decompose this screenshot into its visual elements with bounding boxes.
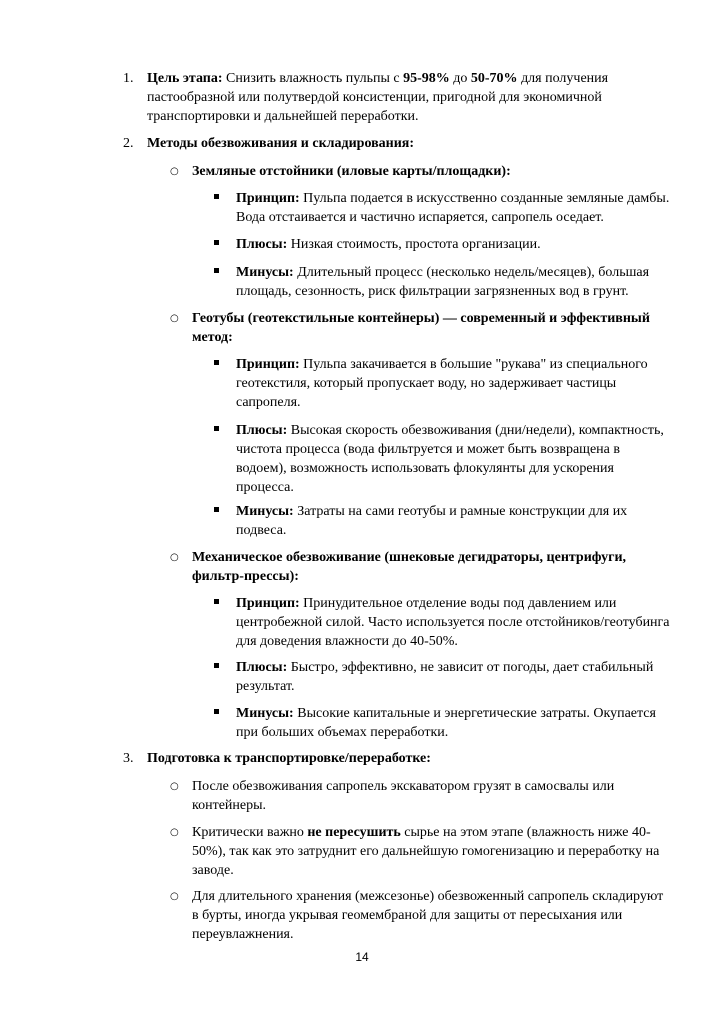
transport-point [170, 887, 670, 944]
square-bullet-icon [214, 194, 219, 199]
list-number: 1. [123, 71, 134, 86]
section-heading: Подготовка к транспортировке/переработке: [147, 751, 431, 766]
circle-bullet-icon: ○ [170, 166, 179, 177]
detail-text: Затраты на сами геотубы и рамные конструкции для их подвеса. [236, 504, 628, 538]
point-text: сырье на этом этапе (влажность ниже 40-50%), так как это затруднит его дальнейшую гомогенизацию и переработку на заводе. [192, 825, 660, 878]
circle-bullet-icon: ○ [170, 781, 179, 792]
goal-value-from: 95-98% [403, 71, 450, 86]
detail-label: Плюсы: [236, 660, 288, 675]
method-detail-principle [236, 189, 672, 227]
circle-bullet-icon: ○ [170, 891, 179, 902]
goal-value-to: 50-70% [470, 71, 518, 86]
method-title: Механическое обезвоживание (шнековые дегидраторы, центрифуги, фильтр-прессы): [192, 550, 627, 584]
method-detail-principle [236, 594, 672, 651]
detail-label: Плюсы: [236, 423, 288, 438]
point-text: Для длительного хранения (межсезонье) обезвоженный сапропель складируют в бурты, иногда укрывая геомембраной для защиты от пересыхания или переувлажнения. [192, 889, 664, 942]
detail-text: Пульпа подается в искусственно созданные земляные дамбы. Вода отстаивается и частично испаряется, сапропель оседает. [236, 191, 670, 225]
detail-text: Высокая скорость обезвоживания (дни/недели), компактность, чистота процесса (вода фильтруется и может быть возвращена в водоем), возможность использовать флокулянты для ускорения процесса. [236, 423, 664, 495]
list-number: 2. [123, 136, 134, 151]
square-bullet-icon [214, 709, 219, 714]
circle-bullet-icon: ○ [170, 827, 179, 838]
method-mechanical [170, 548, 670, 586]
square-bullet-icon [214, 268, 219, 273]
method-geotubes [170, 309, 670, 347]
point-emphasis: не пересушить [307, 825, 401, 840]
square-bullet-icon [214, 360, 219, 365]
method-detail-principle [236, 355, 672, 412]
square-bullet-icon [214, 507, 219, 512]
circle-bullet-icon: ○ [170, 313, 179, 324]
method-title: Земляные отстойники (иловые карты/площадки): [192, 164, 511, 179]
list-item-transport [123, 749, 667, 768]
method-earth-ponds [170, 162, 670, 181]
page-number: 14 [355, 950, 369, 964]
method-detail-pros [236, 658, 672, 696]
detail-text: Принудительное отделение воды под давлением или центробежной силой. Часто используется после отстойников/геотубинга для доведения влажности до 40-50%. [236, 596, 670, 649]
transport-point [170, 777, 670, 815]
detail-text: Быстро, эффективно, не зависит от погоды, дает стабильный результат. [236, 660, 654, 694]
method-detail-cons [236, 502, 672, 540]
square-bullet-icon [214, 599, 219, 604]
goal-label: Цель этапа: [147, 71, 223, 86]
method-detail-cons [236, 263, 672, 301]
circle-bullet-icon: ○ [170, 552, 179, 563]
detail-label: Принцип: [236, 596, 300, 611]
square-bullet-icon [214, 240, 219, 245]
list-item-methods [123, 134, 667, 153]
goal-text: для получения пастообразной или полутвердой консистенции, пригодной для экономичной транспортировки и дальнейшей переработки. [147, 71, 609, 124]
detail-label: Принцип: [236, 357, 300, 372]
method-title: Геотубы (геотекстильные контейнеры) — современный и эффективный метод: [192, 311, 650, 345]
goal-text: до [449, 71, 471, 86]
detail-label: Минусы: [236, 504, 294, 519]
detail-text: Длительный процесс (несколько недель/месяцев), большая площадь, сезонность, риск фильтрации загрязненных вод в грунт. [236, 265, 650, 299]
method-detail-cons [236, 704, 672, 742]
detail-label: Принцип: [236, 191, 300, 206]
section-heading: Методы обезвоживания и складирования: [147, 136, 415, 151]
detail-text: Высокие капитальные и энергетические затраты. Окупается при больших объемах переработки. [236, 706, 656, 740]
detail-label: Минусы: [236, 706, 294, 721]
goal-text: Снизить влажность пульпы с [222, 71, 404, 86]
method-detail-pros [236, 421, 672, 497]
square-bullet-icon [214, 426, 219, 431]
point-text: Критически важно [192, 825, 308, 840]
list-item-goal [123, 69, 667, 126]
detail-label: Плюсы: [236, 237, 288, 252]
square-bullet-icon [214, 663, 219, 668]
list-number: 3. [123, 751, 134, 766]
detail-text: Пульпа закачивается в большие "рукава" из специального геотекстиля, который пропускает воду, но задерживает частицы сапропеля. [236, 357, 648, 410]
detail-text: Низкая стоимость, простота организации. [287, 237, 541, 252]
detail-label: Минусы: [236, 265, 294, 280]
point-text: После обезвоживания сапропель экскаватором грузят в самосвалы или контейнеры. [192, 779, 615, 813]
transport-point [170, 823, 670, 880]
method-detail-pros [236, 235, 672, 254]
